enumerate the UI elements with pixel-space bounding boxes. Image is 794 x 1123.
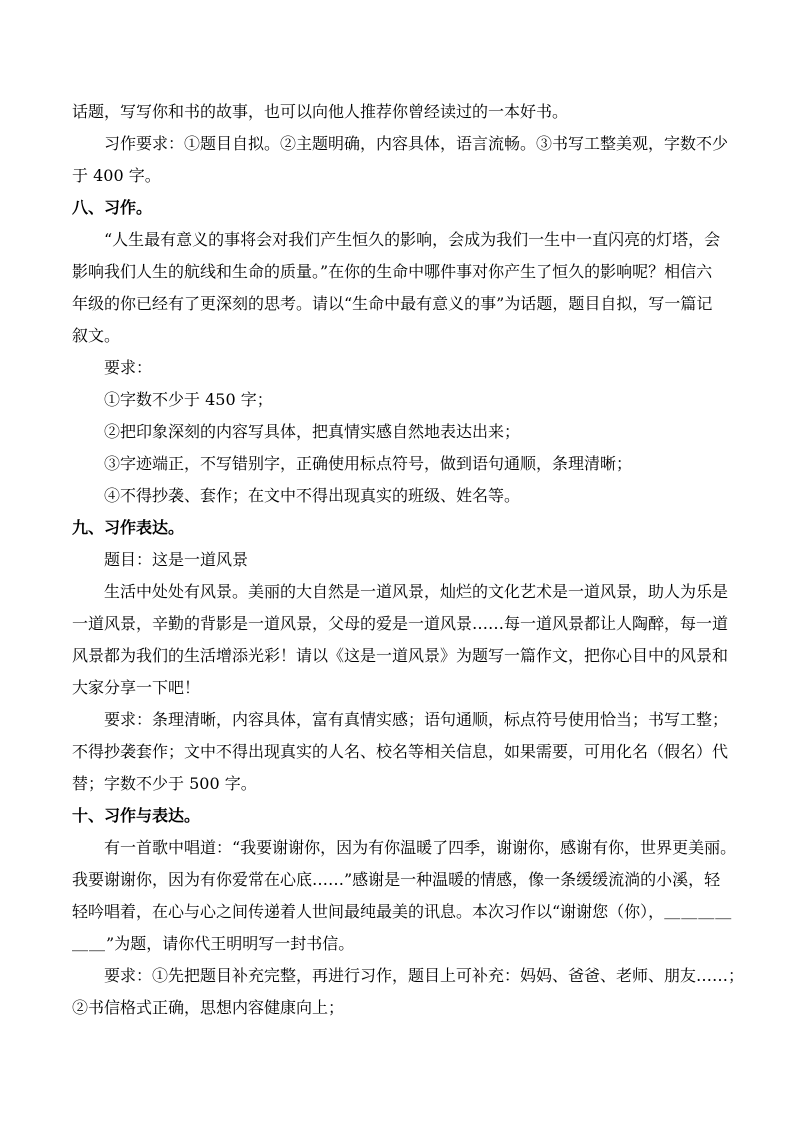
requirement-line: 于 400 字。: [72, 166, 161, 185]
requirement-line: ②书信格式正确，思想内容健康向上；: [72, 998, 345, 1017]
paragraph-line: 影响我们人生的航线和生命的质量。”在你的生命中哪件事对你产生了恒久的影响呢？相信六: [72, 262, 713, 281]
requirement-line: 不得抄袭套作；文中不得出现真实的人名、校名等相关信息，如果需要，可用化名（假名）代: [72, 742, 729, 761]
requirement-line: 替；字数不少于 500 字。: [72, 774, 257, 793]
requirement-line: 要求：条理清晰，内容具体，富有真情实感；语句通顺，标点符号使用恰当；书写工整；: [104, 710, 729, 729]
requirement-line: 习作要求：①题目自拟。②主题明确，内容具体，语言流畅。③书写工整美观，字数不少: [104, 134, 729, 153]
requirement-item: ①字数不少于 450 字；: [104, 390, 273, 409]
fill-in-blank: ＿＿＿＿: [664, 902, 733, 921]
section-heading-10: 十、习作与表达。: [72, 806, 201, 825]
paragraph-text: ”为题，请你代王明明写一封书信。: [106, 934, 355, 953]
paragraph-line: [72, 896, 733, 928]
paragraph-text: 轻吟唱着，在心与心之间传递着人世间最纯最美的讯息。本次习作以“谢谢您（你），: [72, 902, 665, 921]
paragraph-line: 年级的你已经有了更深刻的思考。请以“生命中最有意义的事”为话题，题目自拟，写一篇记: [72, 294, 713, 313]
section-heading-8: 八、习作。: [72, 198, 153, 217]
paragraph-line: “人生最有意义的事将会对我们产生恒久的影响，会成为我们一生中一直闪亮的灯塔，会: [104, 230, 721, 249]
paragraph-line: 话题，写写你和书的故事，也可以向他人推荐你曾经读过的一本好书。: [72, 102, 569, 121]
paragraph-line: 我要谢谢你，因为有你爱常在心底……”感谢是一种温暖的情感，像一条缓缓流淌的小溪，轻: [72, 870, 721, 889]
paragraph-line: 大家分享一下吧！: [72, 678, 201, 697]
essay-title-line: 题目：这是一道风景: [104, 550, 249, 569]
paragraph-line: 叙文。: [72, 326, 121, 345]
requirement-label: 要求：: [104, 358, 153, 377]
document-page: [72, 96, 745, 1024]
requirement-item: ③字迹端正，不写错别字，正确使用标点符号，做到语句通顺，条理清晰；: [104, 454, 633, 473]
paragraph-line: 风景都为我们的生活增添光彩！请以《这是一道风景》为题写一篇作文，把你心目中的风景和: [72, 646, 729, 665]
paragraph-line: 一道风景，辛勤的背影是一道风景，父母的爱是一道风景……每一道风景都让人陶醉，每一道: [72, 614, 729, 633]
paragraph-line: [72, 928, 722, 960]
paragraph-line: 有一首歌中唱道：“我要谢谢你，因为有你温暖了四季，谢谢你，感谢有你，世界更美丽。: [104, 838, 737, 857]
fill-in-blank: ＿＿: [72, 934, 107, 953]
requirement-line: 要求：①先把题目补充完整，再进行习作，题目上可补充：妈妈、爸爸、老师、朋友……；: [104, 966, 745, 985]
requirement-item: ④不得抄袭、套作；在文中不得出现真实的班级、姓名等。: [104, 486, 521, 505]
requirement-item: ②把印象深刻的内容写具体，把真情实感自然地表达出来；: [104, 422, 521, 441]
section-heading-9: 九、习作表达。: [72, 518, 185, 537]
paragraph-line: 生活中处处有风景。美丽的大自然是一道风景，灿烂的文化艺术是一道风景，助人为乐是: [104, 582, 729, 601]
